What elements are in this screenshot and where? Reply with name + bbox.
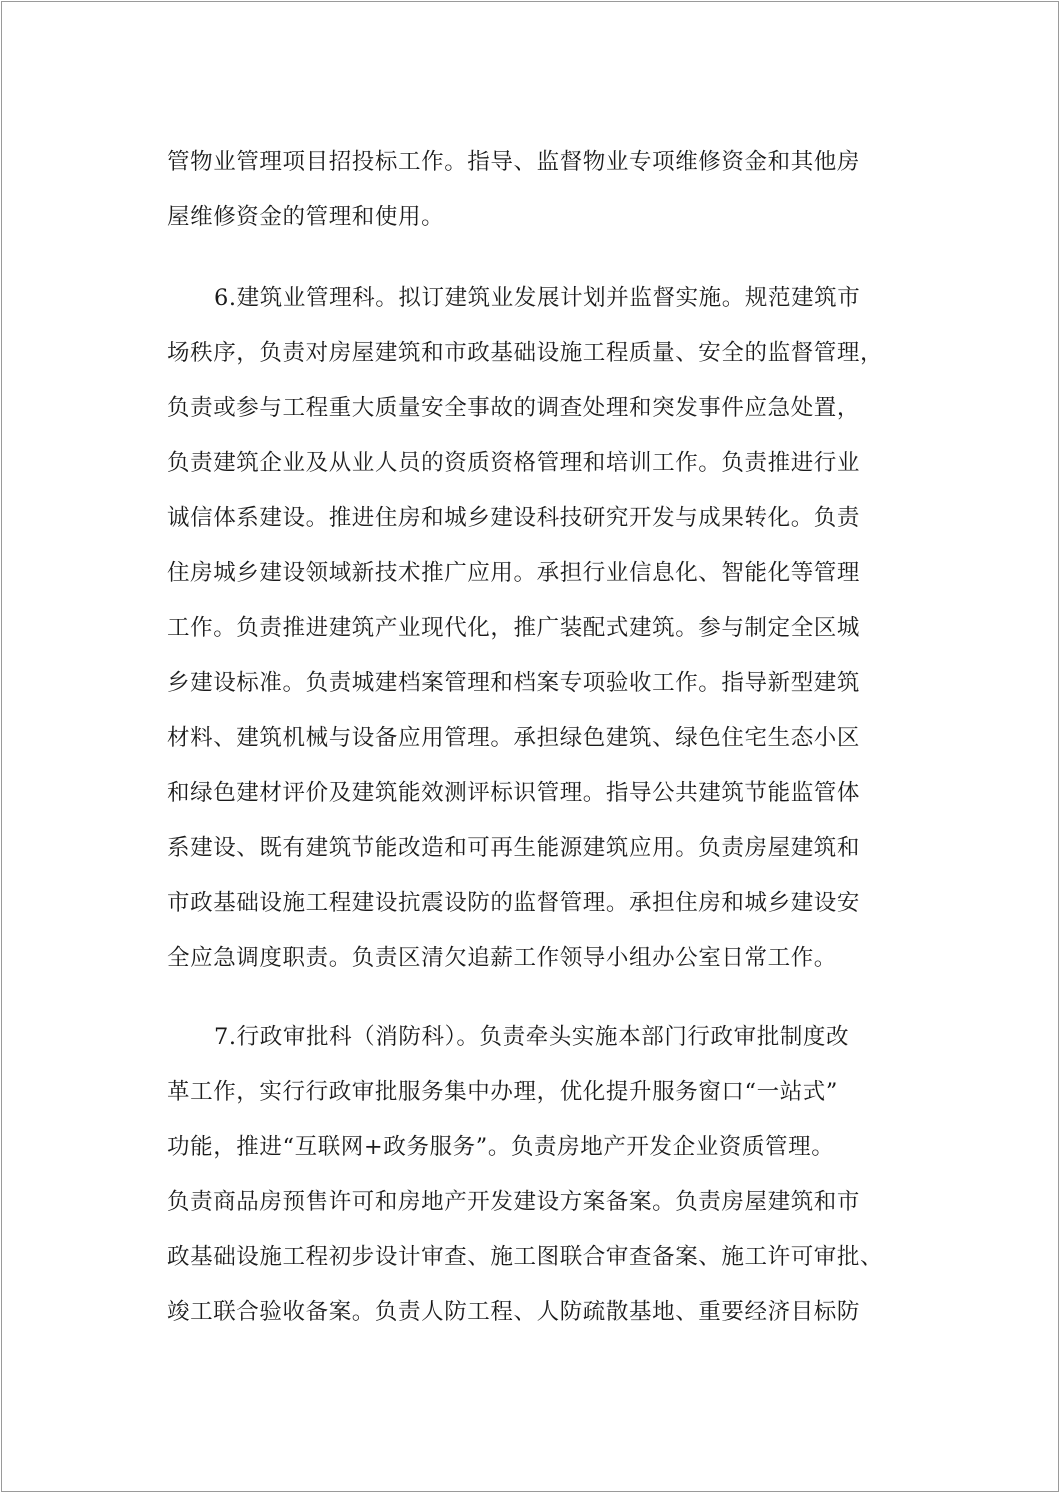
text-line: 负责或参与工程重大质量安全事故的调查处理和突发事件应急处置， [167,395,861,421]
text-line: 和绿色建材评价及建筑能效测评标识管理。指导公共建筑节能监管体 [167,780,861,806]
text-line: 系建设、既有建筑节能改造和可再生能源建筑应用。负责房屋建筑和 [167,835,861,861]
text-line: 市政基础设施工程建设抗震设防的监督管理。承担住房和城乡建设安 [167,890,861,916]
text-line: 革工作，实行行政审批服务集中办理，优化提升服务窗口“一站式” [167,1079,839,1105]
section-7-heading-line: 7.行政审批科（消防科）。负责牵头实施本部门行政审批制度改 [214,1024,850,1050]
text-line: 诚信体系建设。推进住房和城乡建设科技研究开发与成果转化。负责 [167,505,861,531]
text-line: 竣工联合验收备案。负责人防工程、人防疏散基地、重要经济目标防 [167,1299,861,1325]
text-line: 住房城乡建设领域新技术推广应用。承担行业信息化、智能化等管理 [167,560,861,586]
text-line: 全应急调度职责。负责区清欠追薪工作领导小组办公室日常工作。 [167,945,837,971]
text-line: 乡建设标准。负责城建档案管理和档案专项验收工作。指导新型建筑 [167,670,861,696]
text-line: 材料、建筑机械与设备应用管理。承担绿色建筑、绿色住宅生态小区 [167,725,861,751]
text-line: 负责建筑企业及从业人员的资质资格管理和培训工作。负责推进行业 [167,450,861,476]
text-line: 屋维修资金的管理和使用。 [167,204,445,230]
document-page [1,1,1059,1492]
text-line: 负责商品房预售许可和房地产开发建设方案备案。负责房屋建筑和市 [167,1189,861,1215]
text-line: 政基础设施工程初步设计审查、施工图联合审查备案、施工许可审批、 [167,1244,884,1270]
text-line: 场秩序，负责对房屋建筑和市政基础设施工程质量、安全的监督管理， [167,340,884,366]
section-6-heading-line: 6.建筑业管理科。拟订建筑业发展计划并监督实施。规范建筑市 [214,285,861,311]
text-line: 工作。负责推进建筑产业现代化，推广装配式建筑。参与制定全区城 [167,615,861,641]
text-line: 管物业管理项目招投标工作。指导、监督物业专项维修资金和其他房 [167,149,861,175]
text-line: 功能，推进“互联网+政务服务”。负责房地产开发企业资质管理。 [167,1134,835,1160]
